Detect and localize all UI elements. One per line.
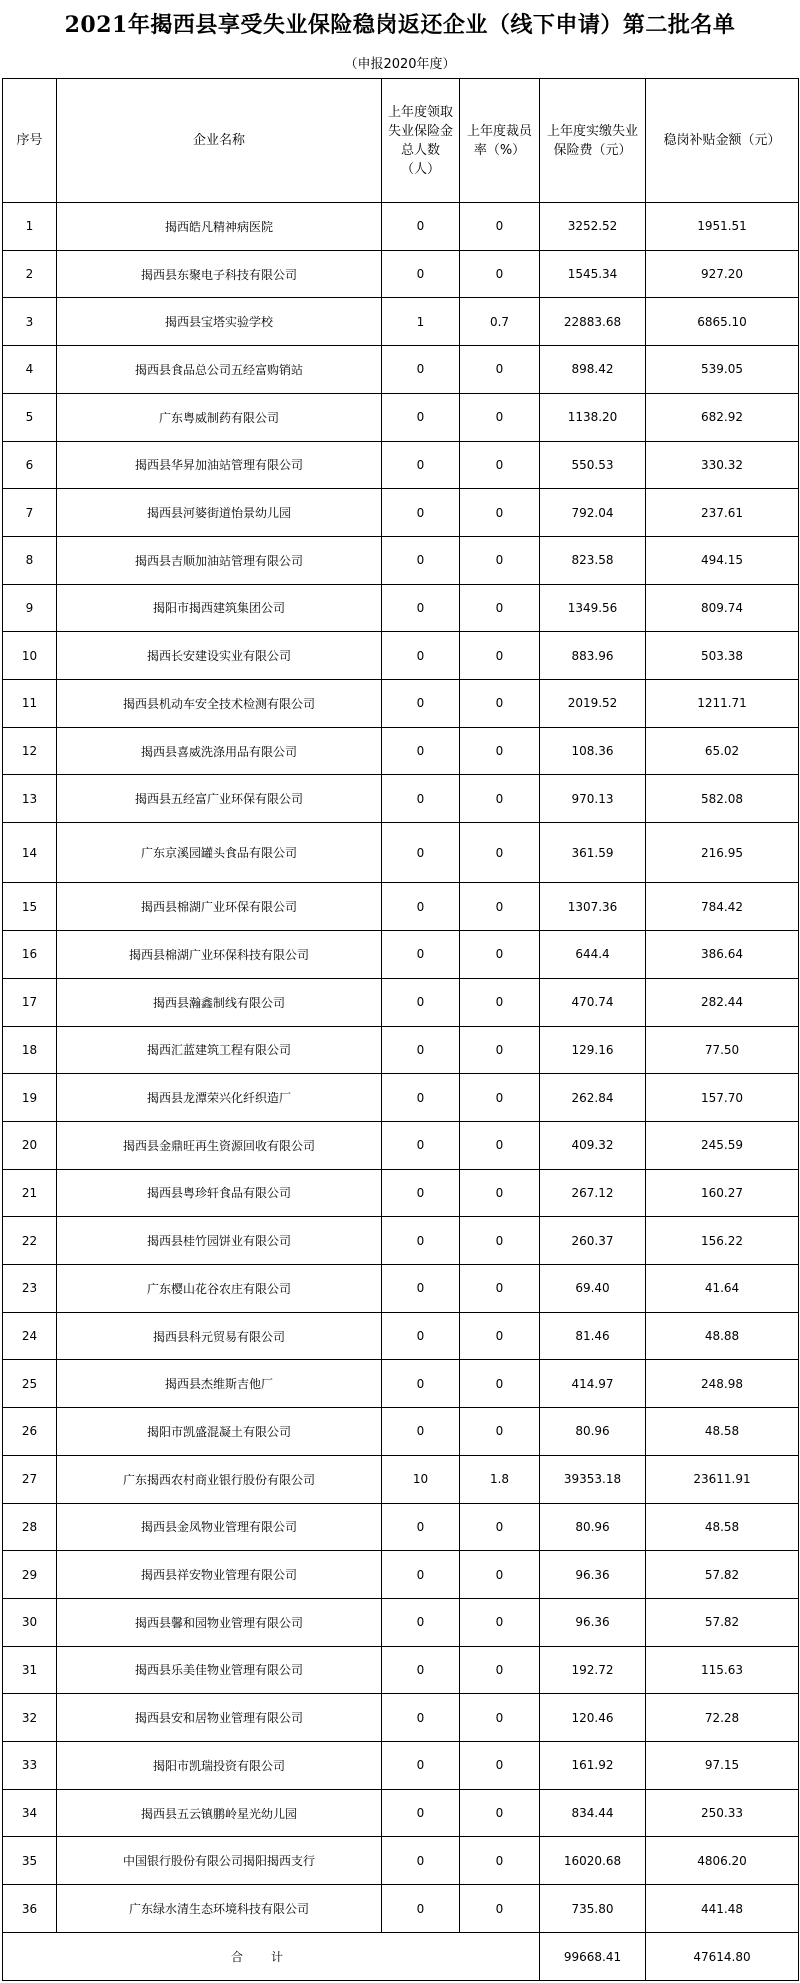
cell-recipients: 0 [382, 883, 460, 931]
table-row [3, 1074, 799, 1122]
cell-seq: 24 [3, 1312, 57, 1360]
cell-layoff-rate: 0 [460, 1503, 540, 1551]
table-row [3, 1742, 799, 1790]
cell-layoff-rate: 0.7 [460, 298, 540, 346]
cell-premium: 80.96 [540, 1408, 646, 1456]
cell-premium: 16020.68 [540, 1837, 646, 1885]
table-row [3, 346, 799, 394]
cell-seq: 17 [3, 978, 57, 1026]
cell-premium: 161.92 [540, 1742, 646, 1790]
cell-premium: 120.46 [540, 1694, 646, 1742]
cell-subsidy: 582.08 [646, 775, 799, 823]
cell-company: 揭阳市凯瑞投资有限公司 [57, 1742, 382, 1790]
cell-premium: 898.42 [540, 346, 646, 394]
cell-company: 揭西县龙潭荣兴化纤织造厂 [57, 1074, 382, 1122]
cell-recipients: 0 [382, 1169, 460, 1217]
cell-layoff-rate: 0 [460, 1646, 540, 1694]
cell-recipients: 0 [382, 1551, 460, 1599]
table-row [3, 775, 799, 823]
cell-recipients: 0 [382, 931, 460, 979]
cell-layoff-rate: 0 [460, 1074, 540, 1122]
cell-layoff-rate: 0 [460, 931, 540, 979]
cell-layoff-rate: 0 [460, 1837, 540, 1885]
cell-company: 广东樱山花谷农庄有限公司 [57, 1265, 382, 1313]
cell-premium: 1307.36 [540, 883, 646, 931]
cell-layoff-rate: 0 [460, 1169, 540, 1217]
cell-seq: 10 [3, 632, 57, 680]
table-row [3, 823, 799, 883]
cell-subsidy: 6865.10 [646, 298, 799, 346]
cell-layoff-rate: 0 [460, 978, 540, 1026]
cell-seq: 36 [3, 1885, 57, 1933]
cell-company: 揭阳市揭西建筑集团公司 [57, 584, 382, 632]
cell-recipients: 0 [382, 536, 460, 584]
cell-subsidy: 237.61 [646, 489, 799, 537]
cell-seq: 11 [3, 680, 57, 728]
cell-recipients: 0 [382, 727, 460, 775]
cell-recipients: 0 [382, 1885, 460, 1933]
total-label: 合计 [3, 1933, 540, 1981]
cell-company: 揭西县华昇加油站管理有限公司 [57, 441, 382, 489]
cell-subsidy: 386.64 [646, 931, 799, 979]
table-row [3, 1694, 799, 1742]
cell-seq: 23 [3, 1265, 57, 1313]
table-row [3, 727, 799, 775]
cell-premium: 834.44 [540, 1789, 646, 1837]
cell-premium: 69.40 [540, 1265, 646, 1313]
header-premium: 上年度实缴失业保险费（元） [540, 79, 646, 203]
cell-subsidy: 809.74 [646, 584, 799, 632]
cell-company: 揭西县瀚鑫制线有限公司 [57, 978, 382, 1026]
cell-seq: 1 [3, 203, 57, 251]
cell-recipients: 0 [382, 1598, 460, 1646]
subsidy-table [2, 78, 799, 1981]
cell-seq: 12 [3, 727, 57, 775]
table-row [3, 1360, 799, 1408]
cell-subsidy: 1211.71 [646, 680, 799, 728]
table-row [3, 1598, 799, 1646]
cell-subsidy: 48.58 [646, 1408, 799, 1456]
table-row [3, 1169, 799, 1217]
table-row [3, 1217, 799, 1265]
cell-recipients: 0 [382, 584, 460, 632]
cell-premium: 39353.18 [540, 1455, 646, 1503]
table-row [3, 1551, 799, 1599]
cell-recipients: 0 [382, 1360, 460, 1408]
cell-subsidy: 156.22 [646, 1217, 799, 1265]
cell-recipients: 0 [382, 632, 460, 680]
cell-subsidy: 48.58 [646, 1503, 799, 1551]
cell-layoff-rate: 0 [460, 536, 540, 584]
cell-layoff-rate: 0 [460, 1265, 540, 1313]
table-row [3, 1503, 799, 1551]
table-row [3, 441, 799, 489]
cell-subsidy: 503.38 [646, 632, 799, 680]
cell-seq: 9 [3, 584, 57, 632]
cell-premium: 470.74 [540, 978, 646, 1026]
cell-company: 揭西县馨和园物业管理有限公司 [57, 1598, 382, 1646]
cell-recipients: 0 [382, 1217, 460, 1265]
cell-subsidy: 248.98 [646, 1360, 799, 1408]
cell-seq: 31 [3, 1646, 57, 1694]
header-seq: 序号 [3, 79, 57, 203]
cell-company: 揭西长安建设实业有限公司 [57, 632, 382, 680]
cell-company: 揭西县科元贸易有限公司 [57, 1312, 382, 1360]
cell-company: 揭西县桂竹园饼业有限公司 [57, 1217, 382, 1265]
cell-recipients: 0 [382, 1503, 460, 1551]
cell-premium: 883.96 [540, 632, 646, 680]
table-row [3, 536, 799, 584]
cell-layoff-rate: 0 [460, 632, 540, 680]
header-subsidy: 稳岗补贴金额（元） [646, 79, 799, 203]
cell-premium: 644.4 [540, 931, 646, 979]
cell-premium: 192.72 [540, 1646, 646, 1694]
cell-recipients: 0 [382, 393, 460, 441]
cell-premium: 735.80 [540, 1885, 646, 1933]
cell-recipients: 1 [382, 298, 460, 346]
cell-company: 广东粤威制药有限公司 [57, 393, 382, 441]
table-row [3, 978, 799, 1026]
table-row [3, 1026, 799, 1074]
cell-subsidy: 250.33 [646, 1789, 799, 1837]
cell-recipients: 0 [382, 1742, 460, 1790]
cell-layoff-rate: 0 [460, 883, 540, 931]
cell-subsidy: 48.88 [646, 1312, 799, 1360]
cell-layoff-rate: 0 [460, 680, 540, 728]
table-row [3, 1789, 799, 1837]
cell-premium: 2019.52 [540, 680, 646, 728]
cell-premium: 108.36 [540, 727, 646, 775]
table-row [3, 883, 799, 931]
cell-subsidy: 65.02 [646, 727, 799, 775]
cell-subsidy: 97.15 [646, 1742, 799, 1790]
header-layoff-rate: 上年度裁员率（%） [460, 79, 540, 203]
cell-recipients: 0 [382, 680, 460, 728]
cell-recipients: 0 [382, 1694, 460, 1742]
cell-layoff-rate: 0 [460, 823, 540, 883]
cell-premium: 1349.56 [540, 584, 646, 632]
cell-company: 中国银行股份有限公司揭阳揭西支行 [57, 1837, 382, 1885]
cell-subsidy: 57.82 [646, 1551, 799, 1599]
cell-premium: 361.59 [540, 823, 646, 883]
cell-subsidy: 157.70 [646, 1074, 799, 1122]
cell-recipients: 0 [382, 1312, 460, 1360]
cell-company: 广东揭西农村商业银行股份有限公司 [57, 1455, 382, 1503]
cell-recipients: 0 [382, 978, 460, 1026]
table-row [3, 1885, 799, 1933]
cell-recipients: 0 [382, 203, 460, 251]
cell-layoff-rate: 0 [460, 489, 540, 537]
cell-layoff-rate: 0 [460, 584, 540, 632]
cell-company: 揭西县金凤物业管理有限公司 [57, 1503, 382, 1551]
cell-company: 揭西县金鼎旺再生资源回收有限公司 [57, 1121, 382, 1169]
cell-layoff-rate: 0 [460, 1121, 540, 1169]
cell-premium: 80.96 [540, 1503, 646, 1551]
cell-recipients: 0 [382, 441, 460, 489]
cell-subsidy: 539.05 [646, 346, 799, 394]
cell-subsidy: 160.27 [646, 1169, 799, 1217]
cell-seq: 2 [3, 250, 57, 298]
cell-company: 揭西县机动车安全技术检测有限公司 [57, 680, 382, 728]
cell-seq: 7 [3, 489, 57, 537]
cell-recipients: 10 [382, 1455, 460, 1503]
cell-layoff-rate: 0 [460, 1742, 540, 1790]
cell-subsidy: 682.92 [646, 393, 799, 441]
cell-premium: 81.46 [540, 1312, 646, 1360]
cell-subsidy: 282.44 [646, 978, 799, 1026]
cell-company: 揭西汇蓝建筑工程有限公司 [57, 1026, 382, 1074]
cell-subsidy: 245.59 [646, 1121, 799, 1169]
cell-layoff-rate: 0 [460, 727, 540, 775]
cell-seq: 28 [3, 1503, 57, 1551]
cell-company: 揭西县乐美佳物业管理有限公司 [57, 1646, 382, 1694]
cell-premium: 96.36 [540, 1551, 646, 1599]
cell-company: 揭西县粤珍轩食品有限公司 [57, 1169, 382, 1217]
cell-premium: 970.13 [540, 775, 646, 823]
table-row [3, 393, 799, 441]
cell-seq: 16 [3, 931, 57, 979]
cell-premium: 22883.68 [540, 298, 646, 346]
cell-company: 揭西县吉顺加油站管理有限公司 [57, 536, 382, 584]
cell-seq: 30 [3, 1598, 57, 1646]
cell-layoff-rate: 0 [460, 441, 540, 489]
cell-layoff-rate: 0 [460, 393, 540, 441]
cell-recipients: 0 [382, 1837, 460, 1885]
total-subsidy: 47614.80 [646, 1933, 799, 1981]
cell-recipients: 0 [382, 1026, 460, 1074]
cell-subsidy: 1951.51 [646, 203, 799, 251]
cell-subsidy: 57.82 [646, 1598, 799, 1646]
table-body [3, 203, 799, 1933]
cell-recipients: 0 [382, 346, 460, 394]
total-premium: 99668.41 [540, 1933, 646, 1981]
cell-layoff-rate: 0 [460, 1598, 540, 1646]
cell-recipients: 0 [382, 823, 460, 883]
cell-layoff-rate: 0 [460, 346, 540, 394]
cell-seq: 22 [3, 1217, 57, 1265]
cell-subsidy: 77.50 [646, 1026, 799, 1074]
table-row [3, 1121, 799, 1169]
cell-subsidy: 216.95 [646, 823, 799, 883]
cell-seq: 5 [3, 393, 57, 441]
cell-subsidy: 441.48 [646, 1885, 799, 1933]
cell-seq: 18 [3, 1026, 57, 1074]
cell-premium: 550.53 [540, 441, 646, 489]
cell-company: 揭西县食品总公司五经富购销站 [57, 346, 382, 394]
cell-recipients: 0 [382, 775, 460, 823]
cell-company: 揭西县五云镇鹏岭星光幼儿园 [57, 1789, 382, 1837]
cell-seq: 33 [3, 1742, 57, 1790]
cell-subsidy: 41.64 [646, 1265, 799, 1313]
cell-seq: 14 [3, 823, 57, 883]
cell-premium: 823.58 [540, 536, 646, 584]
cell-seq: 21 [3, 1169, 57, 1217]
cell-recipients: 0 [382, 489, 460, 537]
table-row [3, 680, 799, 728]
cell-company: 揭西县河婆街道怡景幼儿园 [57, 489, 382, 537]
cell-company: 揭西县东聚电子科技有限公司 [57, 250, 382, 298]
table-row [3, 931, 799, 979]
cell-company: 揭西县宝塔实验学校 [57, 298, 382, 346]
cell-subsidy: 494.15 [646, 536, 799, 584]
table-row [3, 203, 799, 251]
cell-recipients: 0 [382, 1265, 460, 1313]
cell-layoff-rate: 0 [460, 1694, 540, 1742]
cell-company: 广东绿水清生态环境科技有限公司 [57, 1885, 382, 1933]
table-row [3, 1455, 799, 1503]
cell-seq: 6 [3, 441, 57, 489]
header-recipients: 上年度领取失业保险金总人数（人） [382, 79, 460, 203]
cell-company: 揭西县棉湖广业环保有限公司 [57, 883, 382, 931]
cell-seq: 26 [3, 1408, 57, 1456]
cell-recipients: 0 [382, 1121, 460, 1169]
cell-subsidy: 115.63 [646, 1646, 799, 1694]
cell-recipients: 0 [382, 1074, 460, 1122]
cell-layoff-rate: 0 [460, 203, 540, 251]
cell-seq: 15 [3, 883, 57, 931]
cell-company: 揭西皓凡精神病医院 [57, 203, 382, 251]
cell-layoff-rate: 1.8 [460, 1455, 540, 1503]
cell-seq: 25 [3, 1360, 57, 1408]
cell-company: 揭西县棉湖广业环保科技有限公司 [57, 931, 382, 979]
cell-seq: 8 [3, 536, 57, 584]
cell-seq: 19 [3, 1074, 57, 1122]
cell-premium: 1138.20 [540, 393, 646, 441]
cell-subsidy: 72.28 [646, 1694, 799, 1742]
cell-premium: 409.32 [540, 1121, 646, 1169]
cell-subsidy: 330.32 [646, 441, 799, 489]
document-title: 2021年揭西县享受失业保险稳岗返还企业（线下申请）第二批名单 [64, 11, 736, 38]
cell-premium: 414.97 [540, 1360, 646, 1408]
cell-subsidy: 23611.91 [646, 1455, 799, 1503]
table-row [3, 489, 799, 537]
cell-layoff-rate: 0 [460, 1885, 540, 1933]
cell-company: 揭西县祥安物业管理有限公司 [57, 1551, 382, 1599]
cell-subsidy: 4806.20 [646, 1837, 799, 1885]
table-row [3, 1265, 799, 1313]
cell-layoff-rate: 0 [460, 1026, 540, 1074]
cell-layoff-rate: 0 [460, 1360, 540, 1408]
header-company: 企业名称 [57, 79, 382, 203]
table-row [3, 250, 799, 298]
cell-layoff-rate: 0 [460, 1551, 540, 1599]
cell-seq: 20 [3, 1121, 57, 1169]
cell-seq: 3 [3, 298, 57, 346]
cell-company: 揭西县喜威洗涤用品有限公司 [57, 727, 382, 775]
table-header-row [3, 79, 799, 203]
cell-premium: 262.84 [540, 1074, 646, 1122]
table-row [3, 1646, 799, 1694]
document-subtitle: （申报2020年度） [344, 56, 456, 72]
cell-seq: 32 [3, 1694, 57, 1742]
cell-premium: 267.12 [540, 1169, 646, 1217]
cell-layoff-rate: 0 [460, 1789, 540, 1837]
cell-layoff-rate: 0 [460, 1408, 540, 1456]
cell-seq: 4 [3, 346, 57, 394]
cell-recipients: 0 [382, 1789, 460, 1837]
cell-recipients: 0 [382, 1646, 460, 1694]
table-row [3, 632, 799, 680]
cell-company: 广东京溪园罐头食品有限公司 [57, 823, 382, 883]
cell-premium: 96.36 [540, 1598, 646, 1646]
cell-layoff-rate: 0 [460, 250, 540, 298]
cell-company: 揭西县杰维斯吉他厂 [57, 1360, 382, 1408]
table-row [3, 1408, 799, 1456]
cell-recipients: 0 [382, 1408, 460, 1456]
cell-seq: 29 [3, 1551, 57, 1599]
cell-layoff-rate: 0 [460, 775, 540, 823]
cell-seq: 13 [3, 775, 57, 823]
table-row [3, 298, 799, 346]
cell-seq: 34 [3, 1789, 57, 1837]
cell-recipients: 0 [382, 250, 460, 298]
cell-company: 揭阳市凯盛混凝土有限公司 [57, 1408, 382, 1456]
cell-seq: 27 [3, 1455, 57, 1503]
cell-layoff-rate: 0 [460, 1312, 540, 1360]
table-row [3, 1837, 799, 1885]
cell-premium: 792.04 [540, 489, 646, 537]
cell-premium: 1545.34 [540, 250, 646, 298]
cell-premium: 3252.52 [540, 203, 646, 251]
total-row [3, 1933, 799, 1981]
cell-subsidy: 784.42 [646, 883, 799, 931]
cell-seq: 35 [3, 1837, 57, 1885]
cell-company: 揭西县安和居物业管理有限公司 [57, 1694, 382, 1742]
cell-premium: 260.37 [540, 1217, 646, 1265]
cell-layoff-rate: 0 [460, 1217, 540, 1265]
cell-premium: 129.16 [540, 1026, 646, 1074]
table-row [3, 1312, 799, 1360]
table-row [3, 584, 799, 632]
cell-subsidy: 927.20 [646, 250, 799, 298]
cell-company: 揭西县五经富广业环保有限公司 [57, 775, 382, 823]
